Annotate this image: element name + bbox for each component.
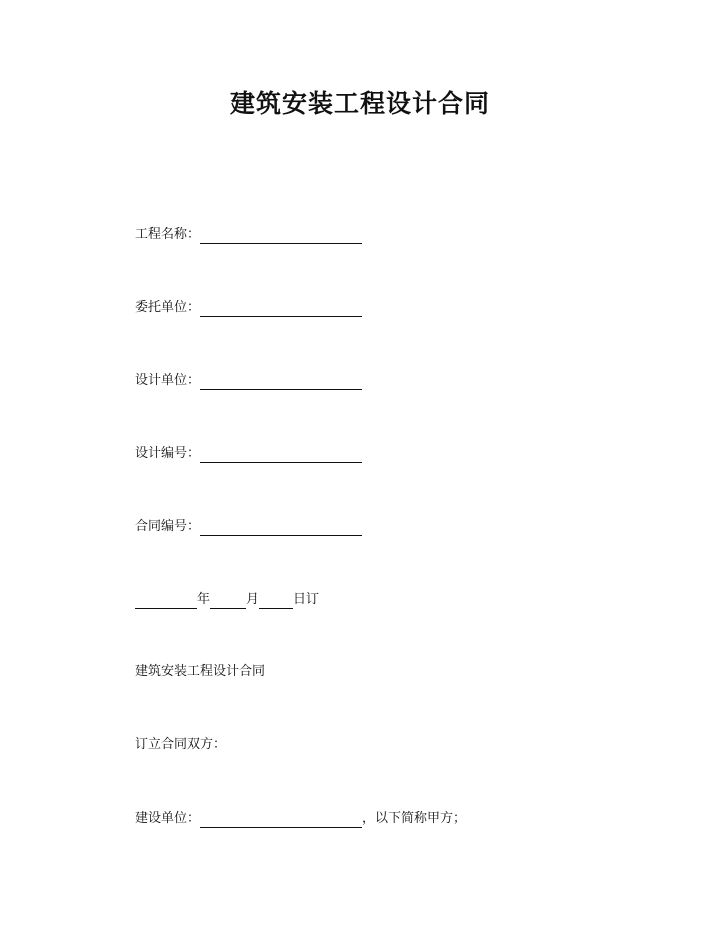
- fill-in-blank[interactable]: [200, 521, 362, 536]
- day-label: 日订: [293, 592, 320, 607]
- field-label: 建设单位：: [135, 811, 201, 826]
- fill-in-blank[interactable]: [200, 448, 362, 463]
- month-blank[interactable]: [210, 594, 246, 609]
- field-label: 设计单位：: [135, 373, 201, 388]
- party-a-line: [135, 810, 466, 828]
- year-label: 年: [197, 592, 211, 607]
- field-label: 合同编号：: [135, 519, 201, 534]
- contract-subtitle: 建筑安装工程设计合同: [135, 664, 266, 679]
- day-blank[interactable]: [259, 594, 293, 609]
- parties-heading: 订立合同双方：: [135, 737, 227, 752]
- field-design-number: [135, 445, 362, 463]
- year-blank[interactable]: [135, 594, 197, 609]
- party-a-suffix: ，以下简称甲方；: [362, 811, 467, 826]
- field-project-name: [135, 226, 362, 244]
- field-label: 设计编号：: [135, 446, 201, 461]
- document-title: 建筑安装工程设计合同: [229, 89, 490, 118]
- field-contract-number: [135, 518, 362, 536]
- fill-in-blank[interactable]: [200, 375, 362, 390]
- fill-in-blank[interactable]: [200, 302, 362, 317]
- date-line: [135, 591, 319, 609]
- fill-in-blank[interactable]: [200, 813, 362, 828]
- month-label: 月: [246, 592, 260, 607]
- fill-in-blank[interactable]: [200, 229, 362, 244]
- field-designer: [135, 372, 362, 390]
- field-label: 委托单位：: [135, 300, 201, 315]
- field-label: 工程名称：: [135, 227, 201, 242]
- field-client: [135, 299, 362, 317]
